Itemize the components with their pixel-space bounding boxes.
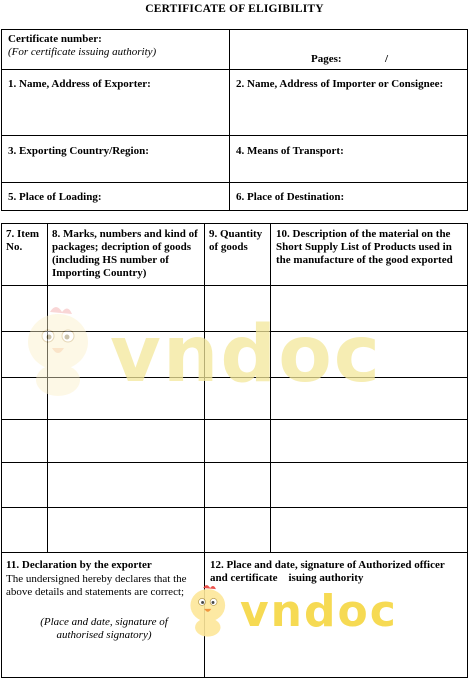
table-cell bbox=[205, 286, 271, 332]
table-cell bbox=[205, 508, 271, 553]
table-cell bbox=[205, 463, 271, 508]
exporting-country-cell bbox=[2, 136, 230, 183]
declaration-title: 11. Declaration by the exporter bbox=[6, 559, 152, 571]
table-cell bbox=[205, 378, 271, 420]
top-box bbox=[1, 29, 468, 211]
watermark-text-bottom: vndoc bbox=[240, 586, 398, 637]
pages-separator: / bbox=[385, 53, 389, 65]
table-cell bbox=[205, 332, 271, 378]
header-description-label: 10. Description of the material on the Short Supply List of Products used in the manufacture of the good exported bbox=[276, 228, 453, 266]
table-cell bbox=[48, 420, 205, 463]
table-cell bbox=[48, 463, 205, 508]
table-cell bbox=[48, 332, 205, 378]
header-marks bbox=[48, 224, 205, 286]
table-cell bbox=[2, 508, 48, 553]
cert-number-cell bbox=[2, 30, 230, 70]
header-quantity-label: 9. Quantity of goods bbox=[209, 228, 263, 253]
declaration-cell bbox=[2, 553, 205, 677]
table-cell bbox=[48, 286, 205, 332]
table-cell bbox=[48, 508, 205, 553]
cert-number-label: Certificate number: bbox=[8, 33, 102, 45]
pages-label: Pages: bbox=[311, 53, 342, 65]
header-item-no bbox=[2, 224, 48, 286]
table-cell bbox=[271, 463, 467, 508]
loading-label: 5. Place of Loading: bbox=[8, 191, 102, 203]
table-cell bbox=[271, 332, 467, 378]
table-cell bbox=[2, 420, 48, 463]
table-cell bbox=[271, 420, 467, 463]
destination-cell bbox=[230, 183, 467, 210]
table-cell bbox=[271, 378, 467, 420]
table-cell bbox=[205, 420, 271, 463]
table-cell bbox=[48, 378, 205, 420]
importer-label: 2. Name, Address of Importer or Consignee: bbox=[236, 78, 444, 90]
header-quantity bbox=[205, 224, 271, 286]
pages-cell bbox=[230, 30, 467, 70]
exporter-label: 1. Name, Address of Exporter: bbox=[8, 78, 151, 90]
importer-cell bbox=[230, 70, 467, 136]
table-cell bbox=[271, 508, 467, 553]
table-cell bbox=[2, 378, 48, 420]
watermark-text-top: vndoc bbox=[110, 310, 383, 400]
header-marks-label: 8. Marks, numbers and kind of packages; decription of goods (including HS number of Importing Country) bbox=[52, 228, 198, 279]
declaration-sign-note: (Place and date, signature of authorised signatory) bbox=[40, 616, 168, 641]
authority-title: 12. Place and date, signature of Authorized officer and certificate isuing authority bbox=[210, 559, 448, 584]
table-cell bbox=[271, 286, 467, 332]
exporter-cell bbox=[2, 70, 230, 136]
destination-label: 6. Place of Destination: bbox=[236, 191, 345, 203]
header-item-no-label: 7. Item No. bbox=[6, 228, 39, 253]
table-cell bbox=[2, 286, 48, 332]
table-cell bbox=[2, 463, 48, 508]
table-cell bbox=[2, 332, 48, 378]
authority-cell bbox=[205, 553, 467, 677]
loading-cell bbox=[2, 183, 230, 210]
goods-table bbox=[1, 223, 468, 678]
page-title: CERTIFICATE OF ELIGIBILITY bbox=[145, 3, 324, 15]
declaration-text: The undersigned hereby declares that the above details and statements are correct; bbox=[6, 573, 187, 598]
header-description bbox=[271, 224, 467, 286]
transport-cell bbox=[230, 136, 467, 183]
exporting-country-label: 3. Exporting Country/Region: bbox=[8, 145, 149, 157]
transport-label: 4. Means of Transport: bbox=[236, 145, 344, 157]
cert-number-note: (For certificate issuing authority) bbox=[8, 46, 157, 58]
